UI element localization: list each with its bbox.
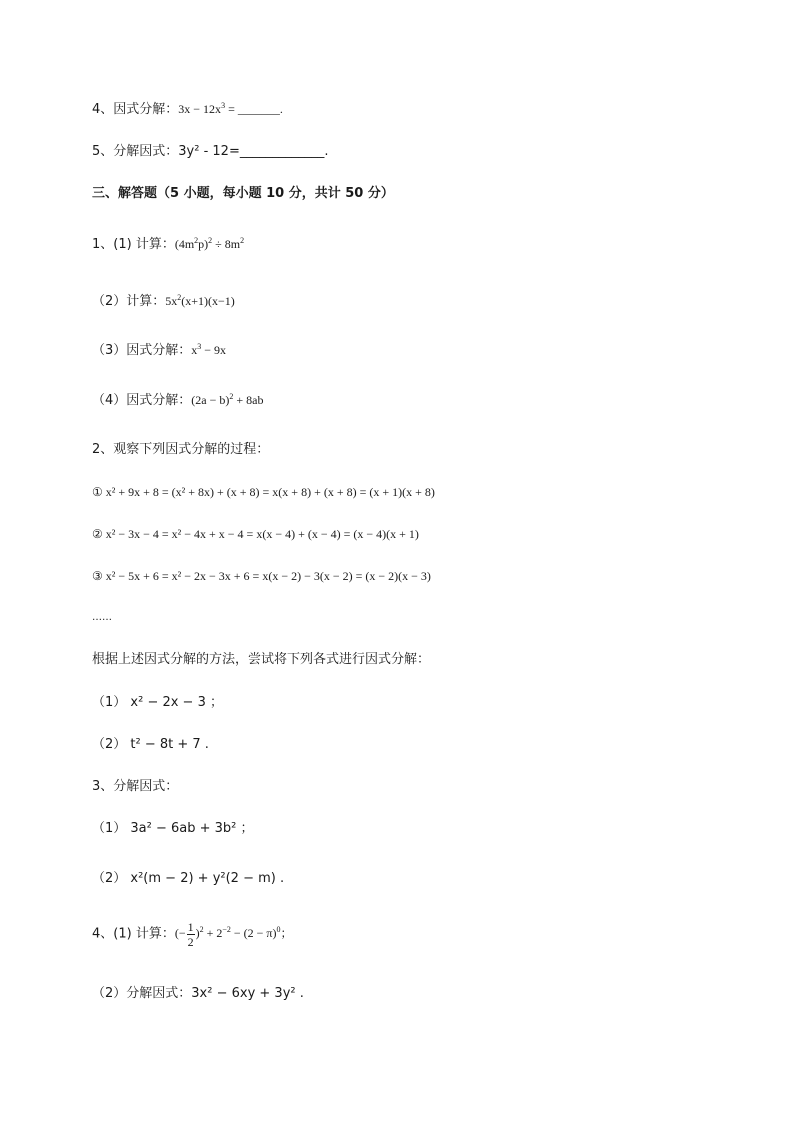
math-expression [191, 343, 226, 357]
math-expression [178, 102, 283, 116]
math-expression: 3y² - 12=_____________. [178, 144, 329, 159]
exponent: −2 [222, 925, 231, 935]
expr-part: + 8ab [233, 393, 264, 407]
math-expression [175, 237, 244, 251]
problem-2-part-1: （1） x² − 2x − 3 ； [92, 695, 223, 710]
expr-part: ； [280, 926, 293, 941]
expr-part: − 9x [201, 343, 227, 357]
expr-part: − (2 − π) [230, 926, 277, 941]
question-5-fill [92, 144, 328, 160]
fraction [187, 920, 195, 949]
problem-4-part-2: （2）分解因式：3x² − 6xy + 3y² . [92, 986, 304, 1001]
problem-1-part-3 [92, 342, 226, 359]
expr-part: (2a − b) [191, 393, 230, 407]
example-line-1: ① x² + 9x + 8 = (x² + 8x) + (x + 8) = x(x + 8) + (x + 8) = (x + 1)(x + 8) [92, 485, 435, 499]
expr-part: x [191, 343, 198, 357]
expr-part: (x+1)(x−1) [181, 294, 235, 308]
problem-1-part-1 [92, 236, 244, 253]
exponent: 2 [194, 236, 199, 245]
exponent: 2 [177, 293, 182, 302]
problem-2-intro: 2、观察下列因式分解的过程： [92, 442, 270, 457]
problem-1-part-4 [92, 392, 263, 409]
problem-2-part-2: （2） t² − 8t + 7 . [92, 737, 209, 752]
fraction-numerator: 1 [187, 920, 194, 934]
question-label: （2）计算： [92, 294, 166, 309]
fraction-denominator: 2 [187, 935, 194, 949]
problem-4-part-1 [92, 920, 293, 949]
exponent: 0 [276, 925, 281, 935]
section-title: 三、解答题（5 小题，每小题 10 分，共计 50 分） [92, 186, 394, 201]
problem-3-part-1: （1） 3a² − 6ab + 3b² ； [92, 821, 254, 836]
problem-3-part-2: （2） x²(m − 2) + y²(2 − m) . [92, 871, 285, 886]
expr-part: p) [198, 237, 209, 251]
expr-part: (4m [174, 237, 195, 251]
math-expression [191, 393, 263, 407]
question-label: 4、因式分解： [92, 102, 179, 117]
question-4-fill [92, 101, 283, 118]
question-label: 5、分解因式： [92, 144, 179, 159]
exponent: 2 [208, 236, 213, 245]
expr-part: = _______. [225, 102, 283, 116]
exponent: 3 [221, 101, 226, 110]
question-label: （4）因式分解： [92, 393, 192, 408]
exponent: 2 [229, 392, 234, 401]
problem-1-part-2 [92, 293, 235, 310]
problem-3-intro: 3、分解因式： [92, 779, 179, 794]
math-expression [174, 920, 293, 949]
expr-part: + 2 [203, 926, 223, 941]
example-line-3: ③ x² − 5x + 6 = x² − 2x − 3x + 6 = x(x − 2) − 3(x − 2) = (x − 2)(x − 3) [92, 569, 431, 583]
exponent: 3 [197, 342, 202, 351]
math-expression [165, 294, 235, 308]
question-label: （3）因式分解： [92, 343, 192, 358]
expr-part: ÷ 8m [212, 237, 241, 251]
problem-2-instruction: 根据上述因式分解的方法，尝试将下列各式进行因式分解： [92, 652, 431, 667]
question-label: 4、(1) 计算： [92, 926, 175, 942]
exponent: 2 [199, 925, 204, 935]
expr-part: ) [195, 926, 200, 941]
question-label: 1、(1) 计算： [92, 237, 175, 252]
expr-part: 3x − 12x [178, 102, 222, 116]
expr-part: 5x [165, 294, 178, 308]
expr-part: (− [174, 926, 186, 941]
ellipsis: …… [92, 612, 112, 623]
exponent: 2 [240, 236, 245, 245]
example-line-2: ② x² − 3x − 4 = x² − 4x + x − 4 = x(x − 4) + (x − 4) = (x − 4)(x + 1) [92, 527, 419, 541]
